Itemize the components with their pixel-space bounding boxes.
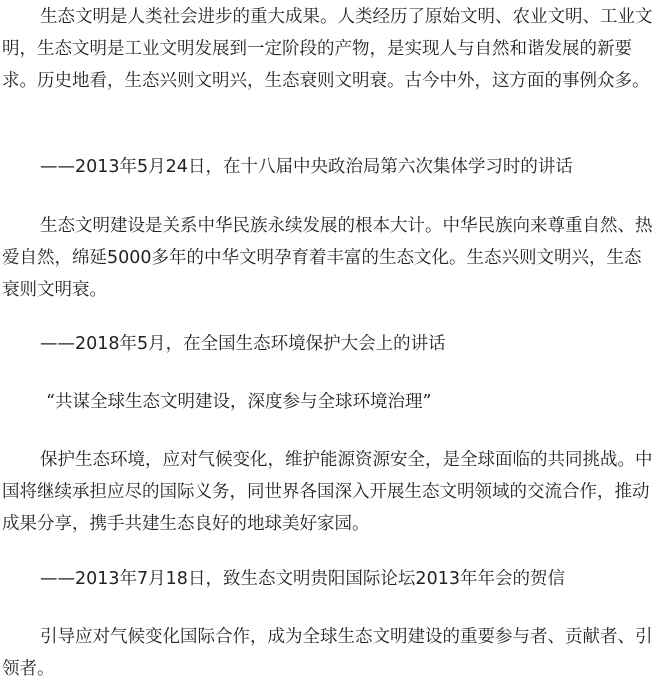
section-heading-quote: “共谋全球生态文明建设，深度参与全球环境治理” xyxy=(46,392,432,412)
body-paragraph: 保护生态环境，应对气候变化，维护能源资源安全，是全球面临的共同挑战。中国将继续承担应尽的国际义务，同世界各国深入开展生态文明领域的交流合作，推动成果分享，携手共建生态良好的地球美好家园。 xyxy=(2,450,653,534)
body-paragraph: 引导应对气候变化国际合作，成为全球生态文明建设的重要参与者、贡献者、引领者。 xyxy=(2,627,653,679)
source-citation: ——2018年5月，在全国生态环境保护大会上的讲话 xyxy=(40,334,446,354)
source-citation: ——2013年5月24日，在十八届中央政治局第六次集体学习时的讲话 xyxy=(40,157,573,177)
body-paragraph: 生态文明建设是关系中华民族永续发展的根本大计。中华民族向来尊重自然、热爱自然，绵延5000多年的中华文明孕育着丰富的生态文化。生态兴则文明兴，生态衰则文明衰。 xyxy=(2,216,653,300)
body-paragraph: 生态文明是人类社会进步的重大成果。人类经历了原始文明、农业文明、工业文明，生态文明是工业文明发展到一定阶段的产物，是实现人与自然和谐发展的新要求。历史地看，生态兴则文明兴，生态衰则文明衰。古今中外，这方面的事例众多。 xyxy=(2,7,653,91)
source-citation: ——2013年7月18日，致生态文明贵阳国际论坛2013年年会的贺信 xyxy=(40,569,565,589)
